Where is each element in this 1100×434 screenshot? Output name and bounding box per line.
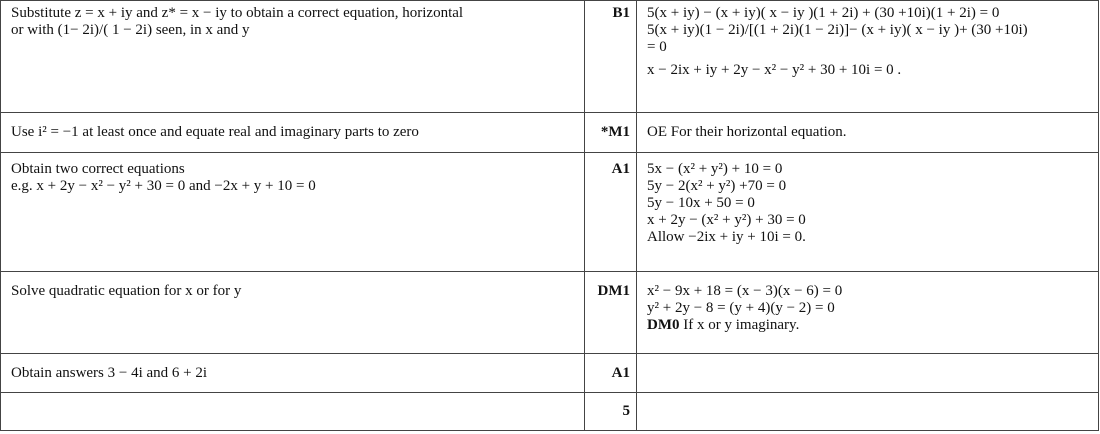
mark-cell	[585, 272, 637, 354]
description-cell	[1, 272, 585, 354]
description-cell	[1, 113, 585, 153]
note-line: 5y − 2(x² + y²) +70 = 0	[647, 178, 787, 194]
mark-code: A1	[611, 161, 630, 177]
mark-cell	[585, 354, 637, 393]
description-line: e.g. x + 2y − x² − y² + 30 = 0 and −2x + y + 10 = 0	[11, 178, 316, 194]
description-cell	[1, 393, 585, 431]
note-line: 5(x + iy) − (x + iy)( x − iy )(1 + 2i) + (30 +10i)(1 + 2i) = 0	[647, 5, 1000, 21]
mark-code: DM1	[597, 283, 630, 299]
note-line: = 0	[647, 39, 667, 55]
note-prefix: DM0	[647, 317, 680, 333]
note-line: 5x − (x² + y²) + 10 = 0	[647, 161, 783, 177]
note-line: x + 2y − (x² + y²) + 30 = 0	[647, 212, 806, 228]
description-cell	[1, 153, 585, 272]
mark-code: B1	[612, 5, 630, 21]
notes-cell	[637, 272, 1099, 354]
note-text: If x or y imaginary.	[683, 317, 800, 333]
mark-cell	[585, 1, 637, 113]
mark-cell	[585, 153, 637, 272]
note-line: y² + 2y − 8 = (y + 4)(y − 2) = 0	[647, 300, 835, 316]
note-line: 5y − 10x + 50 = 0	[647, 195, 755, 211]
table-row	[1, 354, 1099, 393]
note-line: Allow −2ix + iy + 10i = 0.	[647, 229, 806, 245]
notes-cell	[637, 393, 1099, 431]
mark-cell	[585, 393, 637, 431]
table-row	[1, 113, 1099, 153]
notes-cell	[637, 354, 1099, 393]
note-line: OE For their horizontal equation.	[647, 124, 847, 140]
table-row	[1, 153, 1099, 272]
description-cell	[1, 354, 585, 393]
description-line: Obtain answers 3 − 4i and 6 + 2i	[11, 365, 208, 381]
description-line: Obtain two correct equations	[11, 161, 185, 177]
notes-cell	[637, 1, 1099, 113]
notes-cell	[637, 113, 1099, 153]
description-line: Use i² = −1 at least once and equate real and imaginary parts to zero	[11, 124, 419, 140]
total-marks: 5	[622, 403, 630, 419]
description-line: Solve quadratic equation for x or for y	[11, 283, 242, 299]
table-row	[1, 1, 1099, 113]
description-line: or with (1− 2i)/( 1 − 2i) seen, in x and y	[11, 22, 250, 38]
table-row	[1, 272, 1099, 354]
mark-code: *M1	[600, 124, 630, 140]
note-line: x² − 9x + 18 = (x − 3)(x − 6) = 0	[647, 283, 843, 299]
note-line: x − 2ix + iy + 2y − x² − y² + 30 + 10i = 0 .	[647, 62, 902, 78]
notes-cell	[637, 153, 1099, 272]
mark-code: A1	[611, 365, 630, 381]
description-cell	[1, 1, 585, 113]
note-line: 5(x + iy)(1 − 2i)/[(1 + 2i)(1 − 2i)]− (x + iy)( x − iy )+ (30 +10i)	[647, 22, 1028, 38]
description-line: Substitute z = x + iy and z* = x − iy to obtain a correct equation, horizontal	[11, 5, 464, 21]
table-row	[1, 393, 1099, 431]
mark-cell	[585, 113, 637, 153]
note-line	[647, 317, 1094, 334]
